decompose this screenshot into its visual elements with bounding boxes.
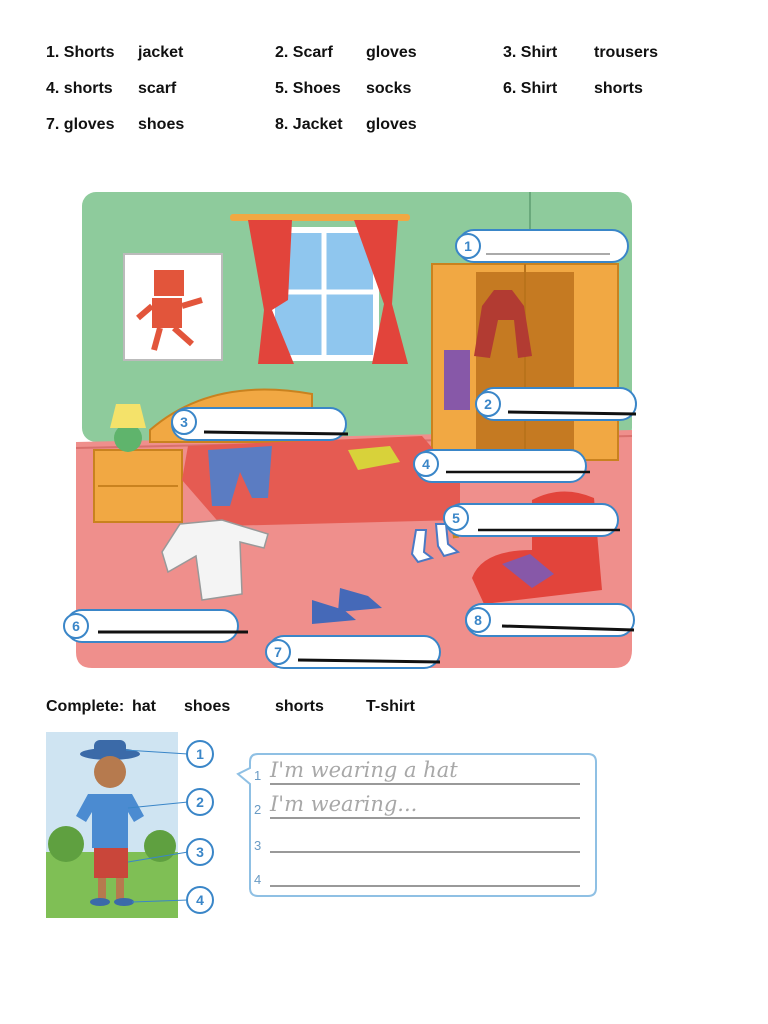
sentence-1-text: I'm wearing a hat <box>270 758 458 782</box>
pair-5-word: 5. Shoes <box>275 80 341 97</box>
pair-1-word: 1. Shorts <box>46 44 115 61</box>
label-4[interactable] <box>414 450 590 482</box>
label-2[interactable] <box>476 388 636 420</box>
pair-6-word: 6. Shirt <box>503 80 558 97</box>
pair-1-option: jacket <box>138 44 184 61</box>
sentence-3-number: 3 <box>254 838 262 853</box>
label-5-number: 5 <box>452 510 460 526</box>
sentence-2-number: 2 <box>254 802 262 817</box>
pair-7-option: shoes <box>138 116 185 133</box>
sentence-1-number: 1 <box>254 768 262 783</box>
word-row-1 <box>0 44 768 68</box>
boy-shoes <box>90 898 110 906</box>
label-7[interactable] <box>266 636 440 668</box>
robot-poster <box>124 254 222 360</box>
pair-2-option: gloves <box>366 44 417 61</box>
pair-3-option: trousers <box>594 44 659 61</box>
complete-prompt: Complete: <box>46 698 125 715</box>
pair-5-option: socks <box>366 80 412 97</box>
lamp <box>114 424 142 452</box>
label-4-number: 4 <box>422 456 430 472</box>
boy-illustration <box>46 732 226 918</box>
label-6[interactable] <box>64 610 248 642</box>
boy-label-1-number: 1 <box>196 746 204 762</box>
pair-3-word: 3. Shirt <box>503 44 558 61</box>
pair-6-option: shorts <box>594 80 643 97</box>
label-1-number: 1 <box>464 238 472 254</box>
complete-word-hat: hat <box>132 698 156 715</box>
pair-2-word: 2. Scarf <box>275 44 333 61</box>
complete-word-shoes: shoes <box>184 698 231 715</box>
sentence-2-text: I'm wearing... <box>270 792 418 816</box>
label-6-number: 6 <box>72 618 80 634</box>
pair-4-word: 4. shorts <box>46 80 113 97</box>
label-2-number: 2 <box>484 396 492 412</box>
label-8[interactable] <box>466 604 634 636</box>
pair-4-option: scarf <box>138 80 177 97</box>
boy-label-4 <box>187 887 213 913</box>
boy-label-3 <box>187 839 213 865</box>
wardrobe <box>432 264 618 460</box>
boy-label-2 <box>187 789 213 815</box>
sentence-4-number: 4 <box>254 872 262 887</box>
complete-word-shorts: shorts <box>275 698 324 715</box>
scarf-hanging <box>444 350 470 410</box>
pair-8-word: 8. Jacket <box>275 116 343 133</box>
shorts <box>94 848 128 878</box>
label-7-number: 7 <box>274 644 282 660</box>
word-row-2 <box>0 80 768 104</box>
label-3-number: 3 <box>180 414 188 430</box>
label-3[interactable] <box>172 408 348 440</box>
pair-7-word: 7. gloves <box>46 116 115 133</box>
pair-8-option: gloves <box>366 116 417 133</box>
label-1[interactable] <box>456 230 628 262</box>
label-8-number: 8 <box>474 612 482 628</box>
word-row-3 <box>0 116 768 140</box>
boy-label-4-number: 4 <box>196 892 204 908</box>
label-5[interactable] <box>444 504 620 536</box>
boy-label-1 <box>187 741 213 767</box>
boy-label-2-number: 2 <box>196 794 204 810</box>
boy-label-3-number: 3 <box>196 844 204 860</box>
bedroom-illustration <box>62 180 638 672</box>
complete-word-tshirt: T-shirt <box>366 698 415 715</box>
